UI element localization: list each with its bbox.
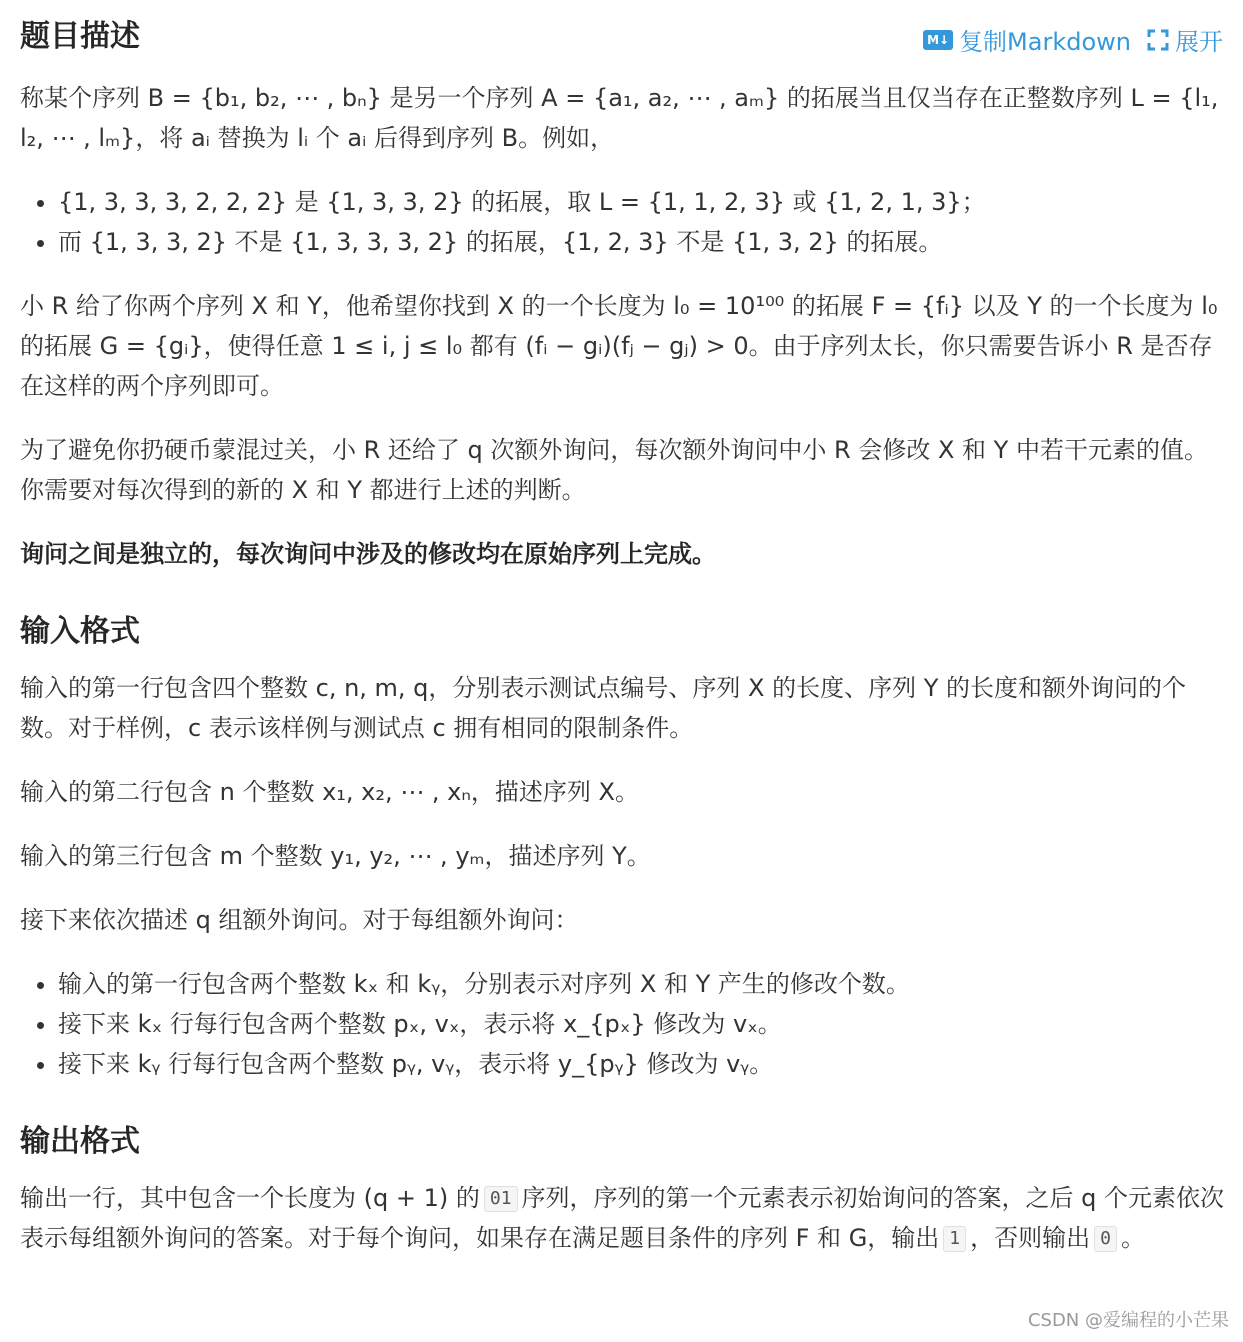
- csdn-watermark: CSDN @爱编程的小芒果: [1027, 1310, 1229, 1331]
- toolbar: [923, 22, 1223, 57]
- header-row: [20, 0, 1225, 78]
- input-paragraph-2: 输入的第二行包含 n 个整数 x₁, x₂, ⋯ , xₙ，描述序列 X。: [20, 778, 639, 806]
- example-item-2: • 而 {1, 3, 3, 2} 不是 {1, 3, 3, 3, 2} 的拓展，{1, 2, 3} 不是 {1, 3, 2} 的拓展。: [58, 222, 1225, 262]
- output-section: [20, 1124, 1225, 1258]
- independence-note: 询问之间是独立的，每次询问中涉及的修改均在原始序列上完成。: [20, 540, 716, 568]
- output-text-c: ，否则输出: [970, 1224, 1091, 1252]
- copy-markdown-label: 复制Markdown: [959, 28, 1131, 56]
- output-text-a: 输出一行，其中包含一个长度为 (q + 1) 的: [20, 1184, 480, 1212]
- code-01: 01: [484, 1186, 518, 1212]
- expand-button[interactable]: [1147, 22, 1223, 57]
- input-paragraph-3: 输入的第三行包含 m 个整数 y₁, y₂, ⋯ , yₘ，描述序列 Y。: [20, 842, 651, 870]
- query-format-item-1: • 输入的第一行包含两个整数 kₓ 和 kᵧ，分别表示对序列 X 和 Y 产生的修改个数。: [58, 964, 1225, 1004]
- problem-page: [20, 0, 1225, 1258]
- section-title-output: 输出格式: [20, 1124, 140, 1159]
- description-paragraph-2: 小 R 给了你两个序列 X 和 Y，他希望你找到 X 的一个长度为 l₀ = 10¹⁰⁰ 的拓展 F = {fᵢ} 以及 Y 的一个长度为 l₀ 的拓展 G = {gᵢ}，使得任意 1 ≤ i, j ≤ l₀ 都有 (fᵢ − gᵢ)(fⱼ − gⱼ) > 0。由于序列太长，你只需要告诉小 R 是否存在这样的两个序列即可。: [20, 292, 1218, 400]
- description-paragraph-3: 为了避免你扔硬币蒙混过关，小 R 还给了 q 次额外询问，每次额外询问中小 R 会修改 X 和 Y 中若干元素的值。你需要对每次得到的新的 X 和 Y 都进行上述的判断。: [20, 436, 1208, 504]
- query-format-item-2: • 接下来 kₓ 行每行包含两个整数 pₓ, vₓ，表示将 x_{pₓ} 修改为 vₓ。: [58, 1004, 1225, 1044]
- query-format-item-3: • 接下来 kᵧ 行每行包含两个整数 pᵧ, vᵧ，表示将 y_{pᵧ} 修改为 vᵧ。: [58, 1044, 1225, 1084]
- section-title-description: 题目描述: [20, 19, 140, 54]
- input-paragraph-4: 接下来依次描述 q 组额外询问。对于每组额外询问：: [20, 906, 579, 934]
- example-list: [20, 182, 1225, 262]
- description-paragraph-4: [20, 534, 1225, 574]
- expand-label: 展开: [1175, 28, 1223, 56]
- input-paragraph-1: 输入的第一行包含四个整数 c, n, m, q，分别表示测试点编号、序列 X 的长度、序列 Y 的长度和额外询问的个数。对于样例，c 表示该样例与测试点 c 拥有相同的限制条件。: [20, 674, 1187, 742]
- input-section: [20, 614, 1225, 1084]
- markdown-icon: M↓: [923, 30, 953, 50]
- code-0: 0: [1094, 1226, 1117, 1252]
- output-text-b: 序列，序列的第一个元素表示初始询问的答案，之后 q 个元素依次表示每组额外询问的答案。对于每个询问，如果存在满足题目条件的序列 F 和 G，输出: [20, 1184, 1225, 1252]
- description-paragraph-1: 称某个序列 B = {b₁, b₂, ⋯ , bₙ} 是另一个序列 A = {a₁, a₂, ⋯ , aₘ} 的拓展当且仅当存在正整数序列 L = {l₁, l₂, ⋯ , lₘ}，将 aᵢ 替换为 lᵢ 个 aᵢ 后得到序列 B。例如，: [20, 84, 1219, 152]
- code-1: 1: [943, 1226, 966, 1252]
- expand-icon: [1147, 29, 1169, 51]
- query-format-list: [20, 964, 1225, 1084]
- section-title-input: 输入格式: [20, 614, 140, 649]
- copy-markdown-button[interactable]: [923, 22, 1131, 57]
- output-text-d: 。: [1120, 1224, 1145, 1252]
- output-paragraph: [20, 1178, 1225, 1258]
- example-item-1: • {1, 3, 3, 3, 2, 2, 2} 是 {1, 3, 3, 2} 的拓展，取 L = {1, 1, 2, 3} 或 {1, 2, 1, 3}；: [58, 182, 1225, 222]
